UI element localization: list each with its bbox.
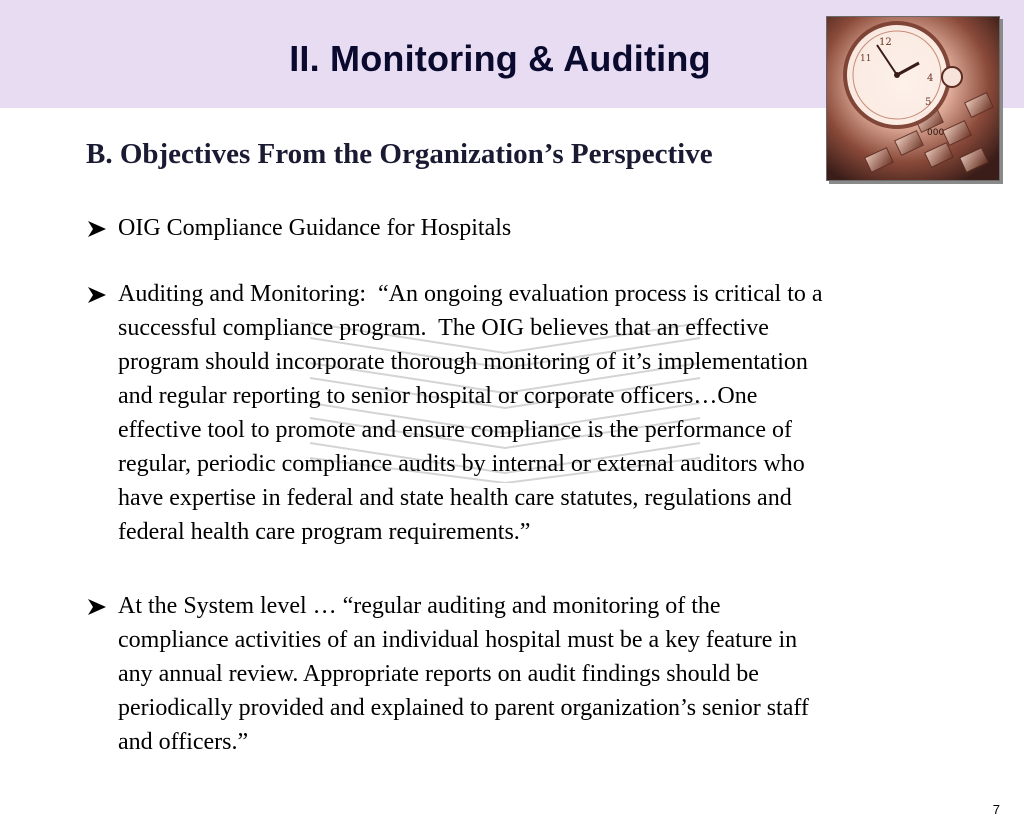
arrow-bullet-icon: [86, 285, 108, 305]
svg-text:000: 000: [927, 128, 945, 138]
section-subtitle: B. Objectives From the Organization’s Perspective: [86, 138, 713, 170]
bullet-text: OIG Compliance Guidance for Hospitals: [118, 215, 512, 241]
svg-text:4: 4: [927, 73, 934, 84]
svg-text:12: 12: [879, 37, 892, 48]
svg-text:5: 5: [925, 97, 932, 108]
bullet-text: At the System level … “regular auditing and monitoring of the compliance activities of an individual hospital must be a key feature in any annual review. Appropriate reports on audit findings should be periodically provided and explained to parent organization’s senior staff and officers.”: [118, 593, 809, 755]
clock-keyboard-photo: [826, 16, 1000, 181]
svg-text:11: 11: [860, 54, 872, 64]
arrow-bullet-icon: [86, 219, 108, 239]
bullet-item: [86, 211, 966, 245]
page-number: 7: [992, 802, 1000, 817]
bullet-item: [86, 277, 966, 549]
bullet-text: Auditing and Monitoring: “An ongoing evaluation process is critical to a successful compliance program. The OIG believes that an effective program should incorporate thorough monitoring of it’s implementation and regular reporting to senior hospital or corporate officers…One effective tool to promote and ensure compliance is the performance of regular, periodic compliance audits by internal or external auditors who have expertise in federal and state health care statutes, regulations and federal health care program requirements.”: [118, 281, 823, 545]
page-title: II. Monitoring & Auditing: [289, 38, 711, 79]
arrow-bullet-icon: [86, 597, 108, 617]
bullet-item: [86, 589, 966, 759]
